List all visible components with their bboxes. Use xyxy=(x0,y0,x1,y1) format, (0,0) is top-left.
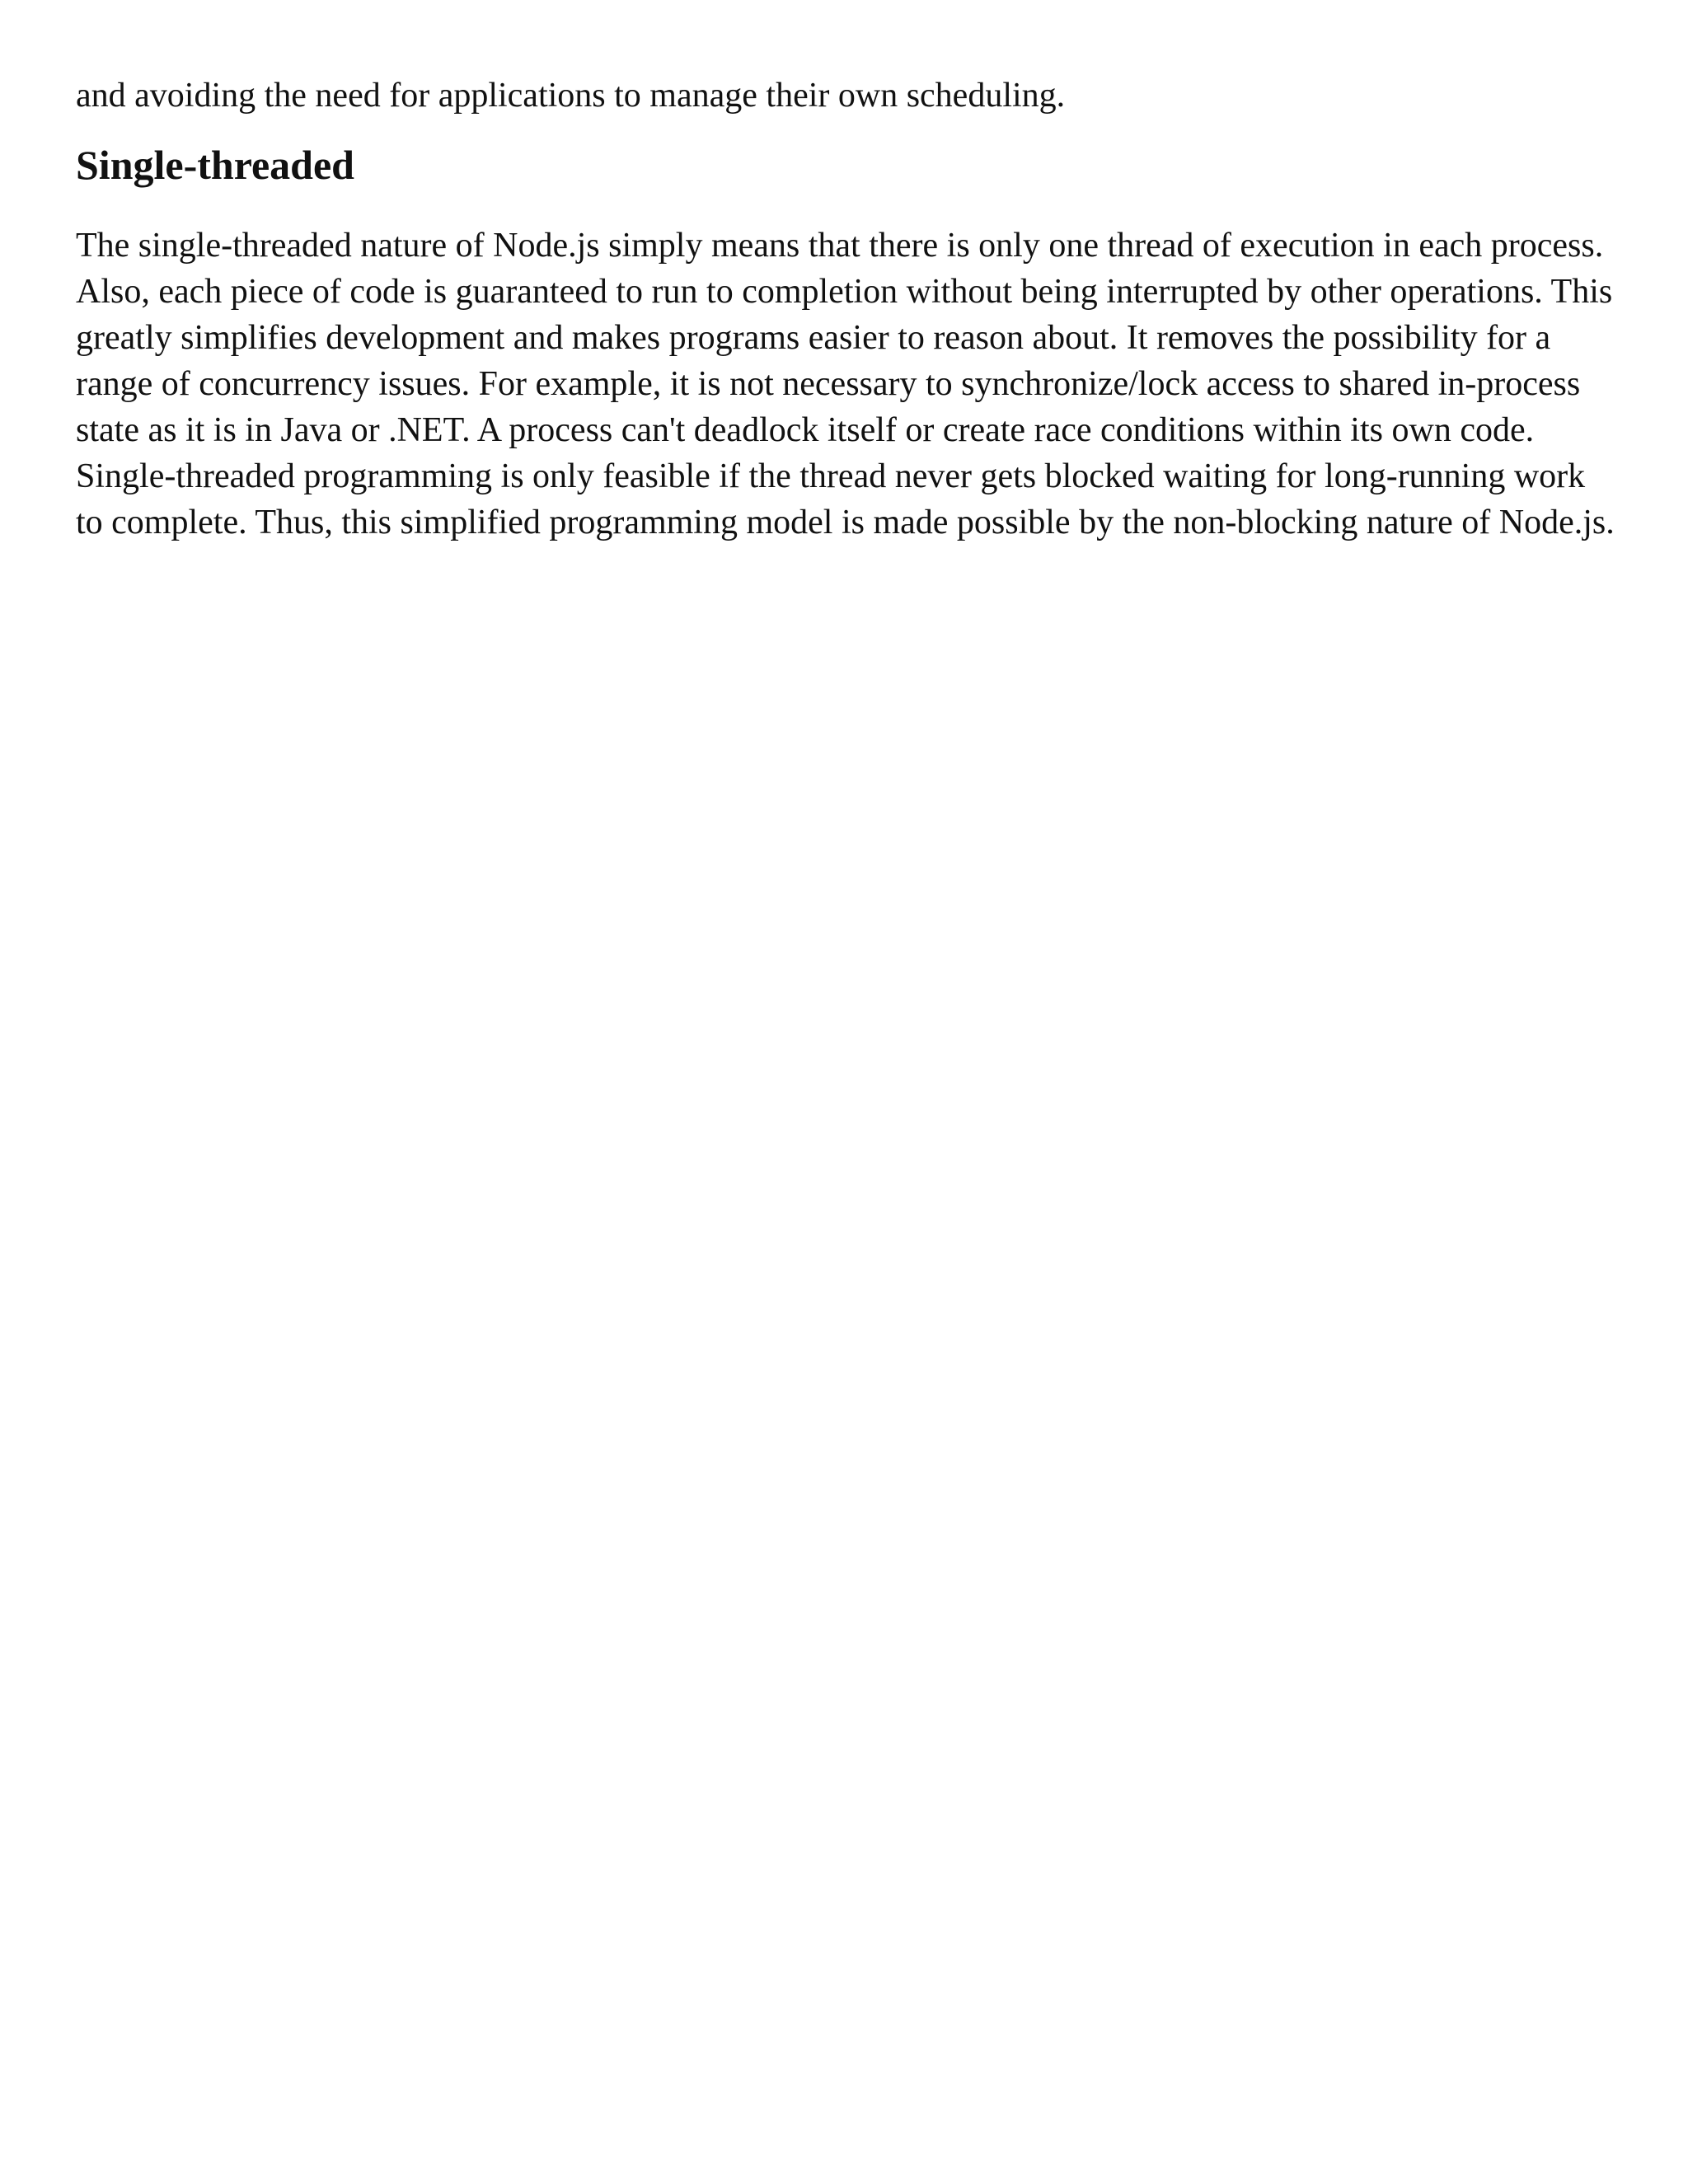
section-heading: Single-threaded xyxy=(76,142,354,188)
lead-paragraph: and avoiding the need for applications to manage their own scheduling. xyxy=(76,77,1066,115)
document-page xyxy=(76,73,1615,546)
body-paragraph: The single-threaded nature of Node.js simply means that there is only one thread of execution in each process. Also, each piece of code is guaranteed to run to completion without being interrupted by other operations. This greatly simplifies development and makes programs easier to reason about. It removes the possibility for a range of concurrency issues. For example, it is not necessary to synchronize/lock access to shared in-process state as it is in Java or .NET. A process can't deadlock itself or create race conditions within its own code. Single-threaded programming is only feasible if the thread never gets blocked waiting for long-running work to complete. Thus, this simplified programming model is made possible by the non-blocking nature of Node.js. xyxy=(76,227,1615,541)
